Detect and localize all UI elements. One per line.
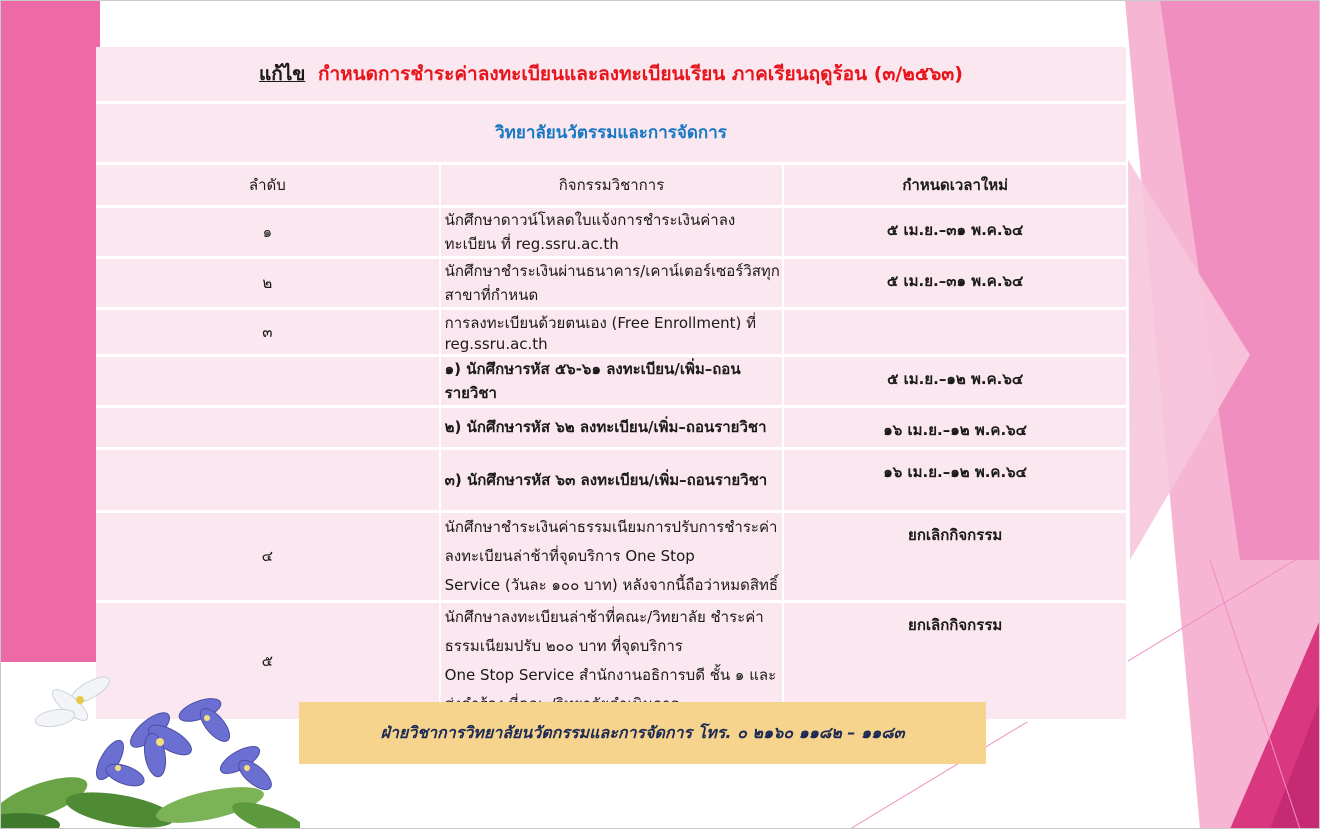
header-deadline: กำหนดเวลาใหม่	[783, 163, 1127, 206]
table-row	[96, 511, 1127, 601]
subrow-activity: ๒) นักศึกษารหัส ๖๒ ลงทะเบียน/เพิ่ม–ถอนรายวิชา	[440, 406, 784, 448]
college-row	[96, 102, 1127, 163]
subrow-activity: ๑) นักศึกษารหัส ๕๖-๖๑ ลงทะเบียน/เพิ่ม–ถอนรายวิชา	[440, 355, 784, 406]
row-number: ๕	[96, 601, 440, 720]
row-deadline: ๕ เม.ย.–๓๑ พ.ค.๖๔	[783, 206, 1127, 257]
flower-illustration	[0, 660, 300, 829]
contact-text: ฝ่ายวิชาการวิทยาลัยนวัตกรรมและการจัดการ โทร. ๐ ๒๑๖๐ ๑๑๘๒ – ๑๑๘๓	[380, 722, 905, 742]
row-activity: นักศึกษาดาวน์โหลดใบแจ้งการชำระเงินค่าลงทะเบียน ที่ reg.ssru.ac.th	[440, 206, 784, 257]
table-subrow	[96, 406, 1127, 448]
row-number: ๒	[96, 257, 440, 308]
header-row	[96, 163, 1127, 206]
white-flower	[34, 672, 113, 729]
row-deadline: ๕ เม.ย.–๓๑ พ.ค.๖๔	[783, 257, 1127, 308]
row-deadline	[783, 308, 1127, 355]
row-activity-line: One Stop Service สำนักงานอธิการบดี ชั้น ๑ และ	[444, 665, 777, 684]
row-number: ๔	[96, 511, 440, 601]
subrow-deadline: ๑๖ เม.ย.–๑๒ พ.ค.๖๔	[783, 406, 1127, 448]
row-activity-line: นักศึกษาชำระเงินค่าธรรมเนียมการปรับการชำระค่าลงทะเบียนล่าช้าที่จุดบริการ One Stop	[444, 517, 778, 565]
table-subrow	[96, 448, 1127, 511]
row-activity: นักศึกษาชำระเงินผ่านธนาคาร/เคาน์เตอร์เซอร์วิสทุกสาขาที่กำหนด	[440, 257, 784, 308]
title-prefix: แก้ไข	[259, 62, 306, 85]
header-activity: กิจกรรมวิชาการ	[440, 163, 784, 206]
row-activity: การลงทะเบียนด้วยตนเอง (Free Enrollment) ที่ reg.ssru.ac.th	[440, 308, 784, 355]
row-activity-line: นักศึกษาลงทะเบียนล่าช้าที่คณะ/วิทยาลัย ชำระค่าธรรมเนียมปรับ ๒๐๐ บาท ที่จุดบริการ	[444, 607, 764, 655]
table-subrow	[96, 355, 1127, 406]
table-row	[96, 257, 1127, 308]
title-row	[96, 47, 1127, 102]
left-pink-band	[0, 0, 100, 662]
row-number: ๓	[96, 308, 440, 355]
college-name: วิทยาลัยนวัตรรมและการจัดการ	[96, 102, 1127, 163]
table-row	[96, 308, 1127, 355]
subrow-deadline: ๑๖ เม.ย.–๑๒ พ.ค.๖๔	[783, 448, 1127, 511]
subrow-activity: ๓) นักศึกษารหัส ๖๓ ลงทะเบียน/เพิ่ม–ถอนรายวิชา	[440, 448, 784, 511]
contact-banner	[299, 702, 986, 764]
page-title: กำหนดการชำระค่าลงทะเบียนและลงทะเบียนเรียน ภาคเรียนฤดูร้อน (๓/๒๕๖๓)	[317, 62, 963, 85]
subrow-deadline: ๕ เม.ย.–๑๒ พ.ค.๖๔	[783, 355, 1127, 406]
schedule-table	[96, 47, 1128, 722]
title-cell	[96, 47, 1127, 102]
row-number: ๑	[96, 206, 440, 257]
purple-flowers	[91, 694, 276, 795]
row-activity-line: Service (วันละ ๑๐๐ บาท) หลังจากนี้ถือว่าหมดสิทธิ์	[444, 575, 779, 594]
header-no: ลำดับ	[96, 163, 440, 206]
row-deadline: ยกเลิกกิจกรรม	[783, 511, 1127, 601]
row-activity	[440, 511, 784, 601]
table-row	[96, 206, 1127, 257]
row-deadline: ยกเลิกกิจกรรม	[783, 601, 1127, 720]
